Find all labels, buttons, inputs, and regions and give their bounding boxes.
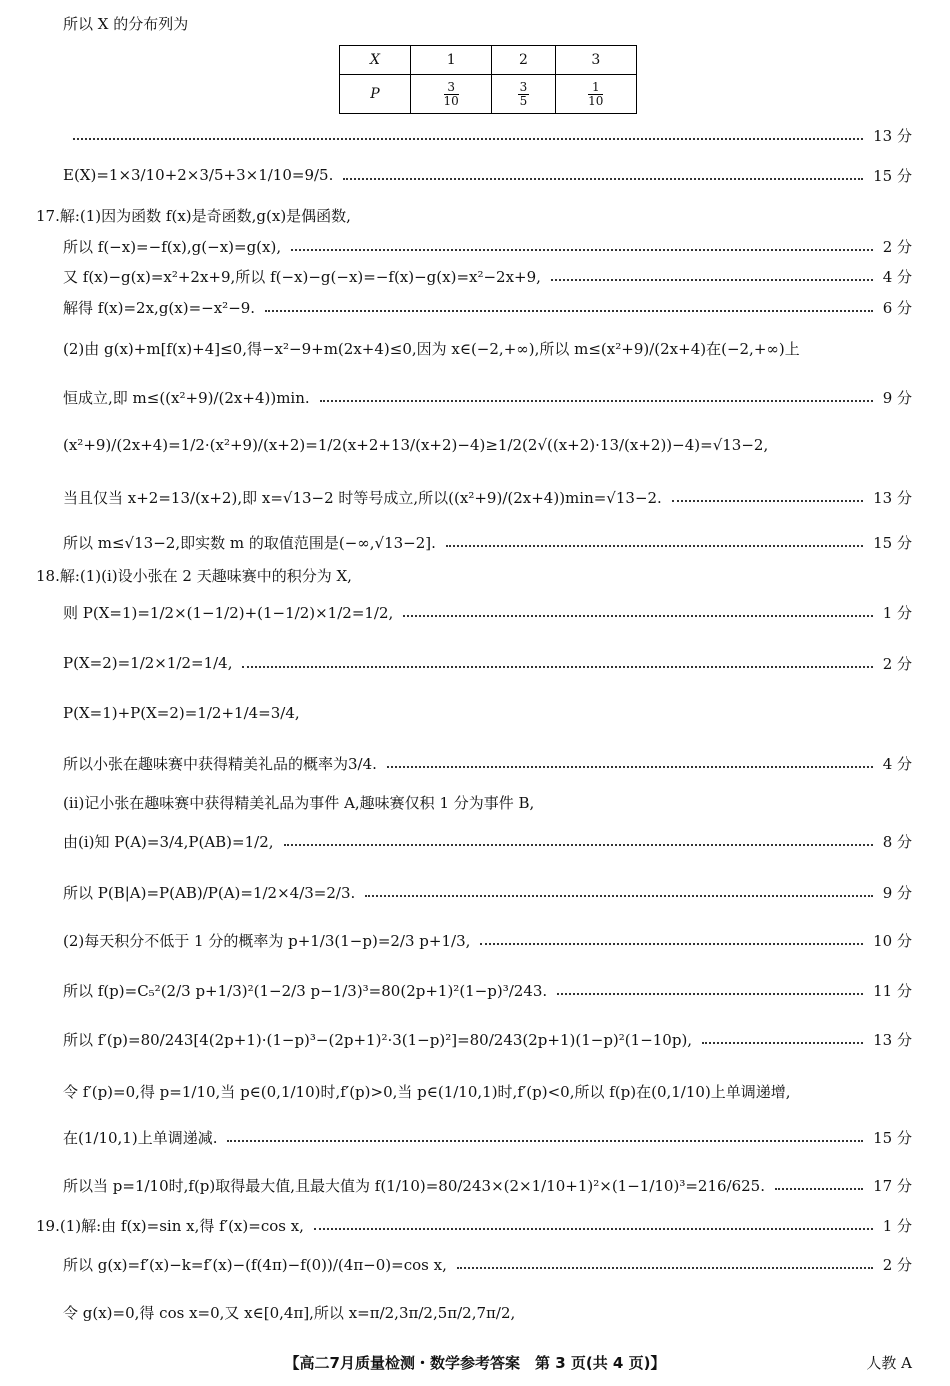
- leader-dots: [284, 844, 873, 846]
- score-label: 2 分: [882, 1255, 912, 1274]
- leader-dots: [457, 1267, 873, 1269]
- leader-dots: [551, 279, 873, 281]
- solution-line: [0, 1170, 950, 1200]
- line-text: 令 g(x)=0,得 cos x=0,又 x∈[0,4π],所以 x=π/2,3π/2,5π/2,7π/2,: [63, 1303, 516, 1322]
- solution-line: [0, 231, 950, 261]
- leader-dots: [73, 138, 863, 140]
- solution-line: [0, 120, 950, 150]
- intro-line: [0, 8, 950, 38]
- line-text: 17.解:(1)因为函数 f(x)是奇函数,g(x)是偶函数,: [36, 206, 351, 225]
- solution-line: [0, 648, 950, 678]
- leader-dots: [775, 1188, 863, 1190]
- table-row: [340, 75, 637, 114]
- line-text: (2)由 g(x)+m[f(x)+4]≤0,得−x²−9+m(2x+4)≤0,因为 x∈(−2,+∞),所以 m≤(x²+9)/(2x+4)在(−2,+∞)上: [63, 339, 800, 358]
- solution-line: [0, 975, 950, 1005]
- leader-dots: [446, 545, 863, 547]
- score-label: 4 分: [882, 754, 912, 773]
- solution-line: [0, 1076, 950, 1106]
- solution-line: [0, 160, 950, 190]
- leader-dots: [265, 310, 873, 312]
- solution-line: [0, 200, 950, 230]
- solution-line: [0, 1024, 950, 1054]
- leader-dots: [291, 249, 873, 251]
- solution-line: [0, 1122, 950, 1152]
- solution-line: [0, 333, 950, 363]
- leader-dots: [672, 500, 863, 502]
- footer: [0, 1348, 950, 1376]
- score-label: 15 分: [873, 1128, 912, 1147]
- leader-dots: [702, 1042, 863, 1044]
- footer-title: 【高二7月质量检测・数学参考答案 第 3 页(共 4 页)】: [284, 1353, 666, 1372]
- intro-text: 所以 X 的分布列为: [63, 14, 189, 33]
- score-label: 15 分: [873, 166, 912, 185]
- leader-dots: [227, 1140, 863, 1142]
- table-cell: 3: [555, 46, 636, 75]
- table-cell: X: [340, 46, 411, 75]
- line-text: 令 f′(p)=0,得 p=1/10,当 p∈(0,1/10)时,f′(p)>0,当 p∈(1/10,1)时,f′(p)<0,所以 f(p)在(0,1/10)上单调递增,: [63, 1082, 791, 1101]
- solution-line: [0, 597, 950, 627]
- score-label: 2 分: [882, 237, 912, 256]
- line-text: (ⅱ)记小张在趣味赛中获得精美礼品为事件 A,趣味赛仅积 1 分为事件 B,: [63, 793, 535, 812]
- score-label: 2 分: [882, 654, 912, 673]
- score-label: 1 分: [882, 603, 912, 622]
- score-label: 13 分: [873, 1030, 912, 1049]
- score-label: 11 分: [873, 981, 912, 1000]
- solution-line: [0, 925, 950, 955]
- score-label: 4 分: [882, 267, 912, 286]
- line-text: 所以 f(p)=C₅²(2/3 p+1/3)²(1−2/3 p−1/3)³=80(2p+1)²(1−p)³/243.: [63, 981, 548, 1000]
- line-text: (2)每天积分不低于 1 分的概率为 p+1/3(1−p)=2/3 p+1/3,: [63, 931, 471, 950]
- score-label: 15 分: [873, 533, 912, 552]
- fraction: $\frac{3}{5}$: [519, 79, 528, 108]
- solution-line: [0, 748, 950, 778]
- line-text: 19.(1)解:由 f(x)=sin x,得 f′(x)=cos x,: [36, 1216, 304, 1235]
- line-text: 则 P(X=1)=1/2×(1−1/2)+(1−1/2)×1/2=1/2,: [63, 603, 394, 622]
- line-text: 恒成立,即 m≤((x²+9)/(2x+4))min.: [63, 388, 310, 407]
- line-text: 所以 f(−x)=−f(x),g(−x)=g(x),: [63, 237, 282, 256]
- score-label: 9 分: [882, 883, 912, 902]
- solution-line: [0, 1297, 950, 1327]
- distribution-table: [339, 45, 637, 114]
- line-text: 所以小张在趣味赛中获得精美礼品的概率为3/4.: [63, 754, 377, 773]
- line-text: 所以 g(x)=f′(x)−k=f′(x)−(f(4π)−f(0))/(4π−0)=cos x,: [63, 1255, 447, 1274]
- solution-line: [0, 382, 950, 412]
- solution-line: [0, 1249, 950, 1279]
- line-text: 所以当 p=1/10时,f(p)取得最大值,且最大值为 f(1/10)=80/243×(2×1/10+1)²×(1−1/10)³=216/625.: [63, 1176, 765, 1195]
- score-label: 10 分: [873, 931, 912, 950]
- table-cell: [411, 75, 492, 114]
- line-text: P(X=2)=1/2×1/2=1/4,: [63, 654, 233, 672]
- line-text: E(X)=1×3/10+2×3/5+3×1/10=9/5.: [63, 166, 334, 184]
- solution-line: [0, 560, 950, 590]
- line-text: P(X=1)+P(X=2)=1/2+1/4=3/4,: [63, 704, 300, 722]
- solution-line: [0, 261, 950, 291]
- line-text: (x²+9)/(2x+4)=1/2·(x²+9)/(x+2)=1/2(x+2+13/(x+2)−4)≥1/2(2√((x+2)·13/(x+2))−4)=√13−2,: [63, 436, 769, 454]
- solution-line: [0, 292, 950, 322]
- table-cell: 2: [492, 46, 555, 75]
- fraction: $\frac{1}{10}$: [588, 79, 604, 108]
- leader-dots: [480, 943, 863, 945]
- footer-edition: 人教 A: [866, 1353, 912, 1372]
- leader-dots: [242, 666, 872, 668]
- table-cell: P: [340, 75, 411, 114]
- line-text: 由(ⅰ)知 P(A)=3/4,P(AB)=1/2,: [63, 832, 274, 851]
- line-text: 18.解:(1)(ⅰ)设小张在 2 天趣味赛中的积分为 X,: [36, 566, 352, 585]
- score-label: 8 分: [882, 832, 912, 851]
- line-text: 解得 f(x)=2x,g(x)=−x²−9.: [63, 298, 256, 317]
- table-row: [340, 46, 637, 75]
- score-label: 1 分: [882, 1216, 912, 1235]
- solution-line: [0, 482, 950, 512]
- leader-dots: [343, 178, 863, 180]
- score-label: 17 分: [873, 1176, 912, 1195]
- leader-dots: [314, 1228, 873, 1230]
- solution-line: [0, 698, 950, 728]
- table-cell: 1: [411, 46, 492, 75]
- line-text: 所以 f′(p)=80/243[4(2p+1)·(1−p)³−(2p+1)²·3(1−p)²]=80/243(2p+1)(1−p)²(1−10p),: [63, 1030, 693, 1049]
- leader-dots: [557, 993, 863, 995]
- line-text: 在(1/10,1)上单调递减.: [63, 1128, 218, 1147]
- score-label: 13 分: [873, 126, 912, 145]
- leader-dots: [320, 400, 873, 402]
- line-text: 当且仅当 x+2=13/(x+2),即 x=√13−2 时等号成立,所以((x²+9)/(2x+4))min=√13−2.: [63, 488, 662, 507]
- fraction: $\frac{3}{10}$: [443, 79, 459, 108]
- leader-dots: [403, 615, 872, 617]
- score-label: 6 分: [882, 298, 912, 317]
- solution-line: [0, 1210, 950, 1240]
- line-text: 所以 m≤√13−2,即实数 m 的取值范围是(−∞,√13−2].: [63, 533, 436, 552]
- solution-line: [0, 877, 950, 907]
- score-label: 13 分: [873, 488, 912, 507]
- table-cell: [555, 75, 636, 114]
- line-text: 又 f(x)−g(x)=x²+2x+9,所以 f(−x)−g(−x)=−f(x)−g(x)=x²−2x+9,: [63, 267, 541, 286]
- solution-line: [0, 826, 950, 856]
- table-cell: [492, 75, 555, 114]
- leader-dots: [387, 766, 873, 768]
- line-text: 所以 P(B|A)=P(AB)/P(A)=1/2×4/3=2/3.: [63, 883, 356, 902]
- solution-line: [0, 787, 950, 817]
- leader-dots: [365, 895, 872, 897]
- solution-line: [0, 527, 950, 557]
- score-label: 9 分: [882, 388, 912, 407]
- solution-line: [0, 430, 950, 460]
